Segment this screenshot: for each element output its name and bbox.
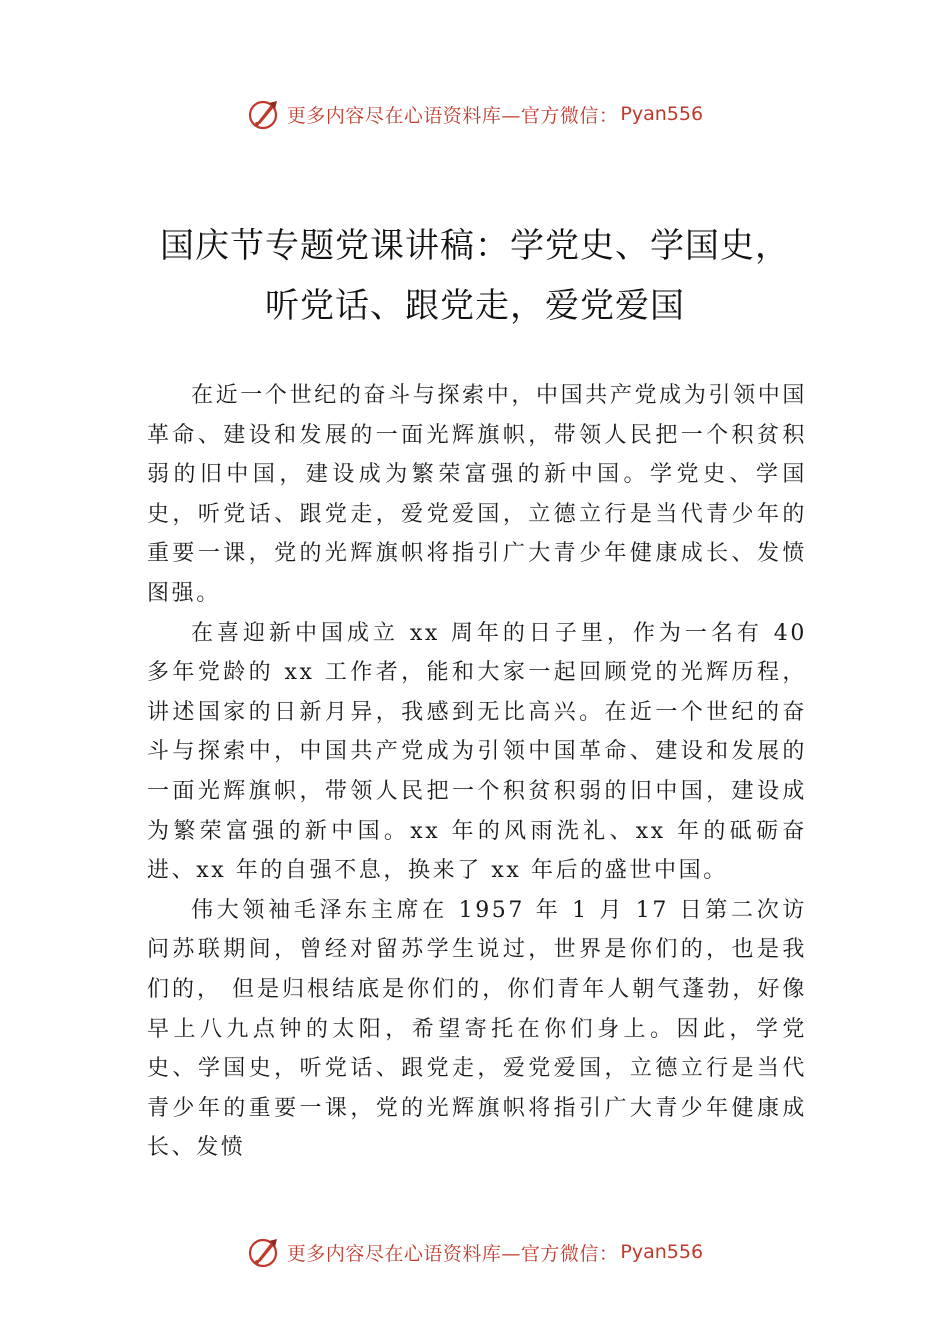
document-title (100, 216, 850, 336)
quill-pen-logo-icon (247, 1235, 281, 1269)
header-banner (0, 94, 950, 134)
title-line-1: 国庆节专题党课讲稿：学党史、学国史， (160, 226, 790, 266)
banner-wechat-id: Pyan556 (620, 103, 704, 125)
paragraph-1: 在近一个世纪的奋斗与探索中，中国共产党成为引领中国革命、建设和发展的一面光辉旗帜，带领人民把一个积贫积弱的旧中国，建设成为繁荣富强的新中国。学党史、学国史，听党话、跟党走，爱党爱国，立德立行是当代青少年的重要一课，党的光辉旗帜将指引广大青少年健康成长、发愤图强。 (147, 383, 807, 606)
paragraph-2: 在喜迎新中国成立 xx 周年的日子里，作为一名有 40 多年党龄的 xx 工作者，能和大家一起回顾党的光辉历程，讲述国家的日新月异，我感到无比高兴。在近一个世纪的奋斗与探索中，中国共产党成为引领中国革命、建设和发展的一面光辉旗帜，带领人民把一个积贫积弱的旧中国，建设成为繁荣富强的新中国。xx 年的风雨洗礼、xx 年的砥砺奋进、xx 年的自强不息，换来了 xx 年后的盛世中国。 (147, 620, 807, 884)
footer-banner (0, 1232, 950, 1272)
quill-pen-logo-icon (247, 97, 281, 131)
document-body (147, 376, 807, 1168)
paragraph-3: 伟大领袖毛泽东主席在 1957 年 1 月 17 日第二次访问苏联期间，曾经对留苏学生说过，世界是你们的，也是我们的， 但是归根结底是你们的，你们青年人朝气蓬勃，好像早上八九点钟的太阳，希望寄托在你们身上。因此，学党史、学国史，听党话、跟党走，爱党爱国，立德立行是当代青少年的重要一课，党的光辉旗帜将指引广大青少年健康成长、发愤 (147, 897, 807, 1161)
banner-wechat-id: Pyan556 (620, 1241, 704, 1263)
banner-text: 更多内容尽在心语资料库—官方微信： (286, 104, 619, 127)
title-line-2: 听党话、跟党走，爱党爱国 (265, 286, 685, 326)
banner-text: 更多内容尽在心语资料库—官方微信： (286, 1242, 619, 1265)
